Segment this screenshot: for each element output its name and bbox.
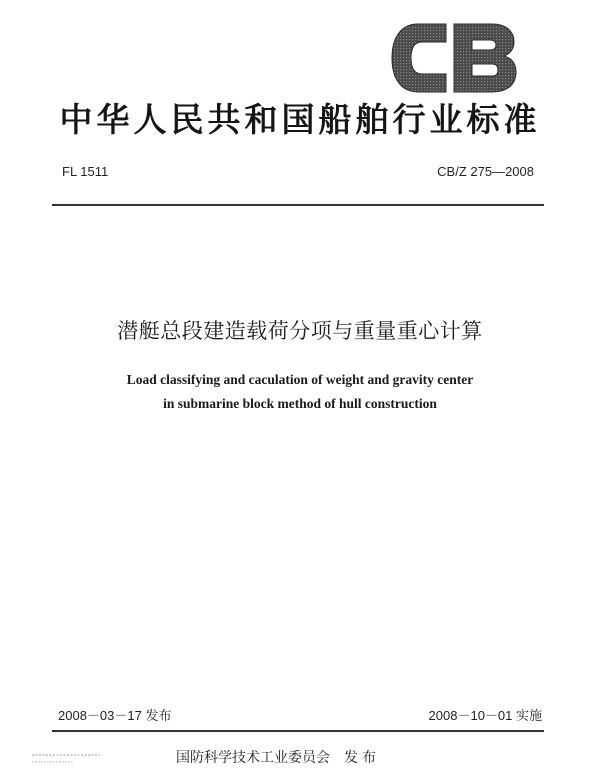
scan-watermark [30, 750, 110, 768]
cb-logo [388, 18, 520, 98]
classification-code: FL 1511 [62, 164, 109, 179]
publisher [176, 747, 380, 767]
standard-number: CB/Z 275—2008 [437, 164, 534, 179]
publisher-name: 国防科学技术工业委员会 [176, 750, 330, 766]
document-title-english [0, 368, 600, 416]
issue-date: 2008－03－17 发布 [58, 708, 172, 723]
organization-title: 中华人民共和国船舶行业标准 [59, 100, 541, 139]
implementation-date: 2008－10－01 实施 [428, 708, 542, 723]
publisher-verb: 发布 [344, 750, 380, 766]
document-title-chinese: 潜艇总段建造载荷分项与重量重心计算 [117, 319, 483, 343]
english-title-line-2: in submarine block method of hull construction [163, 396, 437, 411]
english-title-line-1: Load classifying and caculation of weight and gravity center [126, 372, 474, 387]
footer-divider [52, 730, 544, 732]
header-divider [52, 204, 544, 206]
